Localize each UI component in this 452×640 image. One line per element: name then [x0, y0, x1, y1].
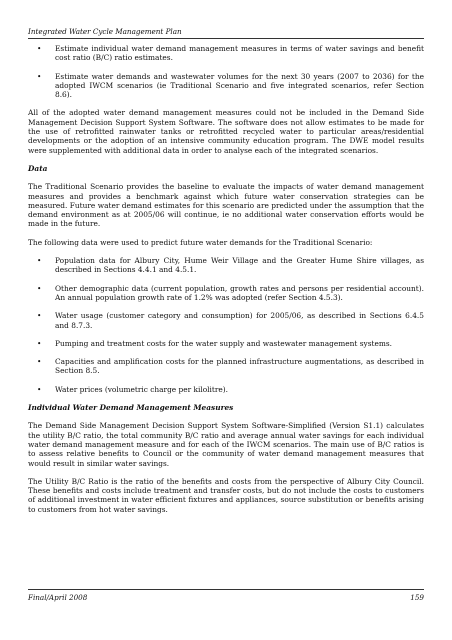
bullet-icon: • — [37, 357, 42, 367]
list-item — [28, 72, 424, 100]
bullet-icon: • — [37, 384, 42, 394]
paragraph: The Traditional Scenario provides the baseline to evaluate the impacts of water demand management measures and provides a benchmark against which future water conservation strategies can be measured. Future water demand estimates for this scenario are predicted under the assumption that the demand environment as at 2005/06 will continue, ie no additional water conservation efforts would be made in the future. — [28, 182, 424, 229]
bullet-icon: • — [37, 256, 42, 266]
list-item-text: Other demographic data (current population, growth rates and persons per residential account). An annual population growth rate of 1.2% was adopted (refer Section 4.5.3). — [55, 283, 424, 302]
list-item — [28, 385, 424, 394]
list-item-text: Water usage (customer category and consumption) for 2005/06, as described in Sections 6.4.5 and 8.7.3. — [55, 311, 424, 330]
paragraph: The following data were used to predict future water demands for the Traditional Scenario: — [28, 237, 373, 247]
bullet-icon: • — [37, 311, 42, 321]
footer-rule — [28, 589, 424, 590]
bullet-list-top — [28, 44, 424, 99]
list-item-text: Population data for Albury City, Hume Weir Village and the Greater Hume Shire villages, as described in Sections 4.4.1 and 4.5.1. — [55, 256, 424, 275]
list-item-text: Capacities and amplification costs for the planned infrastructure augmentations, as described in Section 8.5. — [55, 357, 424, 376]
page-number: 159 — [410, 593, 424, 602]
list-item — [28, 44, 424, 63]
running-header: Integrated Water Cycle Management Plan — [28, 27, 182, 36]
list-item-text: Estimate individual water demand management measures in terms of water savings and benefit cost ratio (B/C) ratio estimates. — [55, 44, 424, 63]
bullet-list-data — [28, 256, 424, 394]
bullet-icon: • — [37, 283, 42, 293]
list-item-text: Water prices (volumetric charge per kilolitre). — [55, 384, 229, 394]
list-item — [28, 284, 424, 303]
section-heading-demand-measures: Individual Water Demand Management Measures — [28, 403, 234, 413]
paragraph: All of the adopted water demand management measures could not be included in the Demand Side Management Decision Support System Software. The software does not allow estimates to be made for the use of retrofitted rainwater tanks or retrofitted recycled water to particular areas/residential developments or the adoption of an intensive community education program. The DWE model results were supplemented with additional data in order to analyse each of the integrated scenarios. — [28, 108, 424, 155]
list-item — [28, 339, 424, 348]
footer-date: Final/April 2008 — [28, 593, 88, 602]
paragraph: The Demand Side Management Decision Support System Software-Simplified (Version S1.1) calculates the utility B/C ratio, the total community B/C ratio and average annual water savings for each individual water demand management measure and for each of the IWCM scenarios. The main use of B/C ratios is to assess relative benefits to Council or the community of water demand management measures that would result in similar water savings. — [28, 421, 424, 468]
bullet-icon: • — [37, 338, 42, 348]
bullet-icon: • — [37, 44, 42, 53]
list-item — [28, 311, 424, 330]
list-item-text: Pumping and treatment costs for the water supply and wastewater management systems. — [55, 338, 392, 348]
section-heading-data: Data — [28, 163, 48, 173]
list-item-text: Estimate water demands and wastewater volumes for the next 30 years (2007 to 2036) for the adopted IWCM scenarios (ie Traditional Scenario and five integrated scenarios, refer Section 8.6). — [55, 71, 424, 100]
page-body — [28, 44, 424, 523]
bullet-icon: • — [37, 71, 42, 81]
list-item — [28, 256, 424, 275]
header-rule — [28, 38, 424, 39]
list-item — [28, 357, 424, 376]
paragraph: The Utility B/C Ratio is the ratio of the benefits and costs from the perspective of Albury City Council. These benefits and costs include treatment and transfer costs, but do not include the costs to customers of additional investment in water efficient fixtures and appliances, source substitution or benefits arising to customers from hot water savings. — [28, 476, 424, 514]
